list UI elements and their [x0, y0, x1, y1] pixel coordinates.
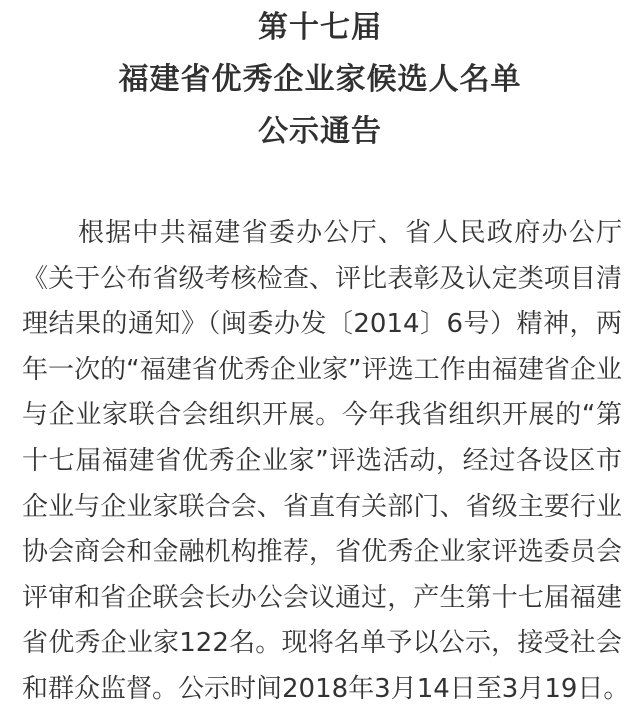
title-line-3: 公示通告: [258, 114, 382, 149]
body-line: 十七届福建省优秀企业家”评选活动，经过各设区市: [22, 445, 622, 476]
body-line: 协会商会和金融机构推荐，省优秀企业家评选委员会: [22, 537, 622, 568]
body-line: 企业与企业家联合会、省直有关部门、省级主要行业: [22, 491, 622, 522]
body-line: 年一次的“福建省优秀企业家”评选工作由福建省企业: [22, 354, 622, 385]
body-line: 《关于公布省级考核检查、评比表彰及认定类项目清: [22, 263, 622, 294]
body-line: 评审和省企联会长办公会议通过，产生第十七届福建: [22, 582, 622, 613]
body-line: 省优秀企业家122名。现将名单予以公示，接受社会: [22, 628, 622, 659]
body-line: 和群众监督。公示时间2018年3月14日至3月19日。: [22, 673, 630, 704]
body-line: 根据中共福建省委办公厅、省人民政府办公厅: [78, 218, 622, 248]
title-line-2: 福建省优秀企业家候选人名单: [118, 62, 522, 97]
body-line: 理结果的通知》（闽委办发〔2014〕6号）精神，两: [22, 309, 622, 340]
body-line: 与企业家联合会组织开展。今年我省组织开展的“第: [22, 400, 622, 431]
announcement-body: [22, 211, 630, 713]
title-line-1: 第十七届: [258, 10, 382, 45]
